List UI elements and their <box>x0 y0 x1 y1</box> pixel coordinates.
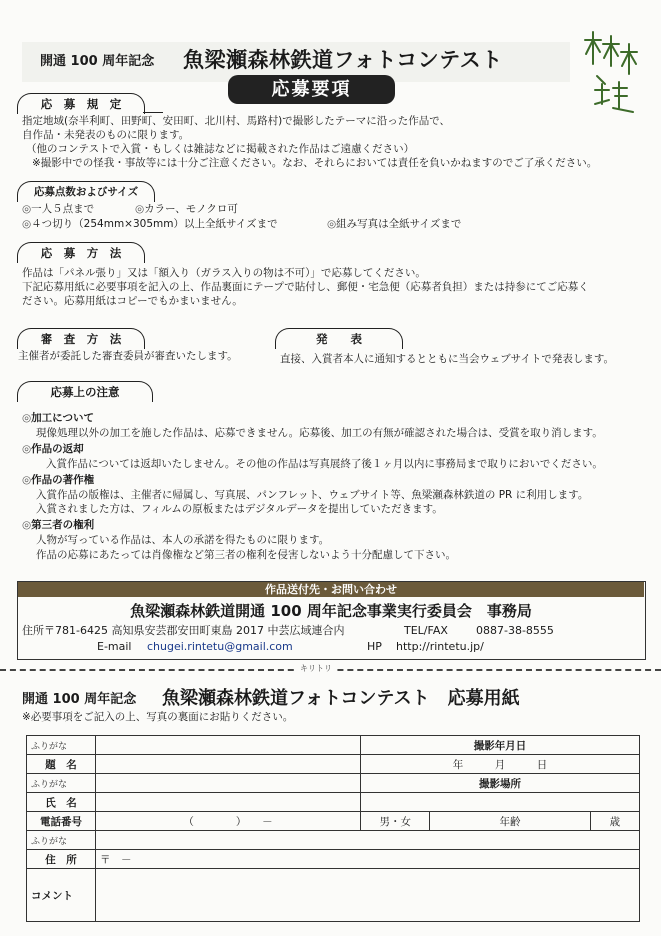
place-label: 撮影場所 <box>479 777 521 790</box>
note-line: 現像処理以外の加工を施した作品は、応募できません。応募後、加工の有無が確認された場合は、受賞を取り消します。 <box>36 427 603 439</box>
title-label: 題 名 <box>27 755 96 774</box>
postal-mark: 〒 － <box>100 853 132 866</box>
comment-label: コメント <box>27 869 96 922</box>
review-tab: 審 査 方 法 <box>17 328 145 349</box>
furigana-text: ふりがな <box>31 779 68 790</box>
date-label-cell <box>361 736 640 755</box>
size-item: ◎４つ切り（254mm×305mm）以上全紙サイズまで <box>22 218 278 230</box>
form-subtitle: 開通 100 周年記念 <box>22 692 137 707</box>
note-line: 入賞されました方は、フィルムの原板またはデジタルデータを提出していただきます。 <box>36 503 443 515</box>
review-text: 主催者が委託した審査委員が審査いたします。 <box>18 350 238 362</box>
header-title: 魚梁瀬森林鉄道フォトコンテスト <box>183 48 503 72</box>
contact-email[interactable]: chugei.rintetu@gmail.com <box>147 640 293 653</box>
note-heading: ◎作品の返却 <box>22 443 84 455</box>
notes-tab: 応募上の注意 <box>17 381 153 402</box>
title-field[interactable] <box>96 755 361 774</box>
rules-tab: 応 募 規 定 <box>17 93 145 114</box>
rules-line: （他のコンテストで入賞・もしくは雑誌などに掲載された作品はご遠慮ください） <box>26 143 415 155</box>
rules-line: ※撮影中での怪我・事故等には十分ご注意ください。なお、それらにおいては責任を負いかねますのでご了承ください。 <box>32 157 598 169</box>
method-line: ださい。応募用紙はコピーでもかまいません。 <box>22 295 243 307</box>
furigana-text: ふりがな <box>31 836 68 847</box>
section-title-badge: 応募要項 <box>228 75 395 104</box>
address-field[interactable] <box>96 850 640 869</box>
note-line: 人物が写っている作品は、本人の承諾を得たものに限ります。 <box>36 534 330 546</box>
note-heading: ◎作品の著作権 <box>22 474 95 486</box>
size-item: ◎カラー、モノクロ可 <box>135 203 238 215</box>
name-furigana-field[interactable] <box>96 774 361 793</box>
note-heading: ◎第三者の権利 <box>22 519 95 531</box>
date-field[interactable]: 年 月 日 <box>361 755 640 774</box>
gender-field[interactable]: 男・女 <box>361 812 430 831</box>
size-item: ◎組み写真は全紙サイズまで <box>327 218 462 230</box>
name-label: 氏 名 <box>27 793 96 812</box>
method-tab: 応 募 方 法 <box>17 242 145 263</box>
place-field[interactable] <box>361 793 640 812</box>
note-heading-text: 加工について <box>31 412 94 424</box>
application-form <box>26 735 640 922</box>
contact-hp-label: HP <box>367 640 382 653</box>
size-item-text: カラー、モノクロ可 <box>144 203 238 215</box>
announce-tab: 発 表 <box>275 328 403 349</box>
method-line: 作品は「パネル張り」又は「額入り（ガラス入りの物は不可）」で応募してください。 <box>22 267 426 279</box>
method-line: 下記応募用紙に必要事項を記入の上、作品裏面にテープで貼付し、郵便・宅急便（応募者負担）または持参にてご応募く <box>22 281 589 293</box>
title-furigana-field[interactable] <box>96 736 361 755</box>
contact-email-label: E-mail <box>97 640 132 653</box>
contact-hp[interactable]: http://rintetu.jp/ <box>396 640 484 653</box>
note-heading-text: 第三者の権利 <box>31 519 95 531</box>
forest-railway-logo <box>583 24 643 124</box>
contact-address: 住所〒781-6425 高知県安芸郡安田町東島 2017 中芸広域連合内 <box>22 624 345 637</box>
note-line: 入賞作品については返却いたしません。その他の作品は写真展終了後１ヶ月以内に事務局まで取りにおいでください。 <box>46 458 603 470</box>
header-subtitle: 開通 100 周年記念 <box>40 54 155 69</box>
cut-label: キリトリ <box>296 663 336 674</box>
form-note: ※必要事項をご記入の上、写真の裏面にお貼りください。 <box>22 711 294 723</box>
size-item-text: ４つ切り（254mm×305mm）以上全紙サイズまで <box>31 218 278 230</box>
note-line: 作品の応募にあたっては肖像権など第三者の権利を侵害しないよう十分配慮して下さい。 <box>36 549 456 561</box>
furigana-label <box>27 774 96 793</box>
furigana-text: ふりがな <box>31 741 68 752</box>
size-item-text: 一人５点まで <box>31 203 95 215</box>
age-unit[interactable]: 歳 <box>590 812 639 831</box>
note-heading-text: 作品の返却 <box>31 443 84 455</box>
contact-tel-label: TEL/FAX <box>404 624 448 637</box>
note-heading-text: 作品の著作権 <box>31 474 95 486</box>
note-line: 入賞作品の版権は、主催者に帰属し、写真展、パンフレット、ウェブサイト等、魚梁瀬森林鉄道の PR に利用します。 <box>36 489 589 501</box>
name-field[interactable] <box>96 793 361 812</box>
phone-label: 電話番号 <box>27 812 96 831</box>
size-item: ◎一人５点まで <box>22 203 95 215</box>
rules-line: 指定地域(奈半利町、田野町、安田町、北川村、馬路村)で撮影したテーマに沿った作品で、 <box>22 115 450 127</box>
form-title: 魚梁瀬森林鉄道フォトコンテスト 応募用紙 <box>162 688 520 709</box>
phone-field[interactable]: （ ） － <box>96 812 361 831</box>
size-item-text: 組み写真は全紙サイズまで <box>336 218 462 230</box>
comment-field[interactable] <box>96 869 640 922</box>
address-label: 住 所 <box>27 850 96 869</box>
note-heading: ◎加工について <box>22 412 94 424</box>
date-label: 撮影年月日 <box>473 739 527 752</box>
furigana-label <box>27 736 96 755</box>
age-label: 年齢 <box>430 812 590 831</box>
rules-line: 自作品・未発表のものに限ります。 <box>22 129 190 141</box>
announce-text: 直接、入賞者本人に通知するとともに当会ウェブサイトで発表します。 <box>280 353 615 365</box>
contact-heading: 作品送付先・お問い合わせ <box>18 582 644 597</box>
address-furigana-field[interactable] <box>96 831 640 850</box>
rules-divider <box>143 112 163 113</box>
contact-tel: 0887-38-8555 <box>476 624 554 637</box>
size-tab: 応募点数およびサイズ <box>17 181 155 202</box>
furigana-label <box>27 831 96 850</box>
contact-organization: 魚梁瀬森林鉄道開通 100 周年記念事業実行委員会 事務局 <box>130 602 532 620</box>
place-label-cell <box>361 774 640 793</box>
